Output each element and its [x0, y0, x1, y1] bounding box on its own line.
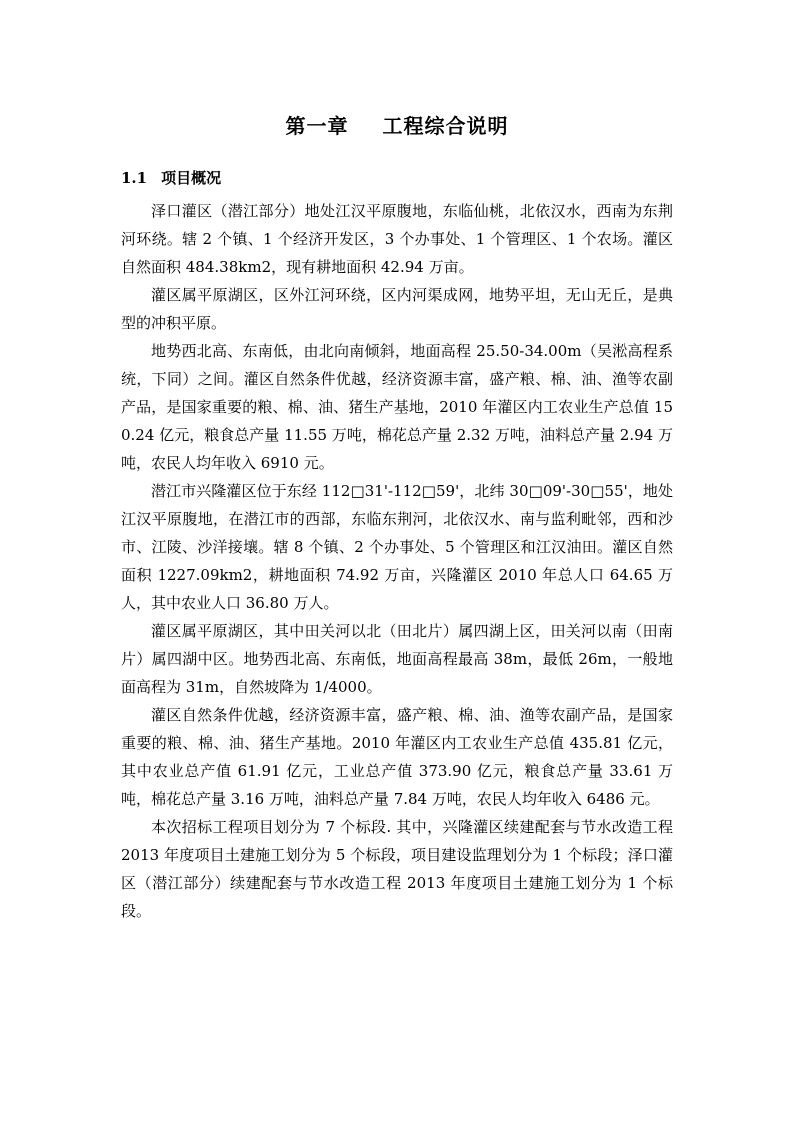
section-heading	[121, 167, 221, 188]
section-number: 1.1	[121, 169, 148, 187]
paragraph-zekou-overview: 泽口灌区（潜江部分）地处江汉平原腹地，东临仙桃，北依汉水，西南为东荆河环绕。辖 2 个镇、1 个经济开发区，3 个办事处、1 个管理区、1 个农场。灌区自然面积 484.38km2，现有耕地面积 42.94 万亩。	[121, 202, 673, 276]
paragraph-zekou-economy: 地势西北高、东南低，由北向南倾斜，地面高程 25.50-34.00m（吴淞高程系统，下同）之间。灌区自然条件优越，经济资源丰富，盛产粮、棉、油、渔等农副产品，是国家重要的粮、棉、油、猪生产基地，2010 年灌区内工农业生产总值 150.24 亿元，粮食总产量 11.55 万吨，棉花总产量 2.32 万吨，油料总产量 2.94 万吨，农民人均年收入 6910 元。	[121, 342, 673, 472]
chapter-name: 工程综合说明	[382, 114, 509, 138]
paragraph-xinglong-overview: 潜江市兴隆灌区位于东经 112□31'-112□59'，北纬 30□09'-30□55'，地处江汉平原腹地，在潜江市的西部，东临东荆河，北依汉水、南与监利毗邻，西和沙市、江陵、沙洋接壤。辖 8 个镇、2 个办事处、5 个管理区和江汉油田。灌区自然面积 1227.09km2，耕地面积 74.92 万亩，兴隆灌区 2010 年总人口 64.65 万人，其中农业人口 36.80 万人。	[121, 482, 673, 612]
paragraph-zekou-terrain: 灌区属平原湖区，区外江河环绕，区内河渠成网，地势平坦，无山无丘，是典型的冲积平原。	[121, 286, 673, 332]
paragraph-bid-sections: 本次招标工程项目划分为 7 个标段. 其中，兴隆灌区续建配套与节水改造工程 2013 年度项目土建施工划分为 5 个标段，项目建设监理划分为 1 个标段；泽口灌区（潜江部分）续建配套与节水改造工程 2013 年度项目土建施工划分为 1 个标段。	[121, 818, 673, 920]
chapter-number: 第一章	[285, 114, 349, 138]
chapter-title	[0, 110, 794, 139]
paragraph-xinglong-economy: 灌区自然条件优越，经济资源丰富，盛产粮、棉、油、渔等农副产品，是国家重要的粮、棉、油、猪生产基地。2010 年灌区内工农业生产总值 435.81 亿元，其中农业总产值 61.91 亿元，工业总产值 373.90 亿元，粮食总产量 33.61 万吨，棉花总产量 3.16 万吨，油料总产量 7.84 万吨，农民人均年收入 6486 元。	[121, 706, 673, 808]
section-title: 项目概况	[161, 169, 222, 187]
paragraph-xinglong-terrain: 灌区属平原湖区，其中田关河以北（田北片）属四湖上区，田关河以南（田南片）属四湖中区。地势西北高、东南低，地面高程最高 38m，最低 26m，一般地面高程为 31m，自然坡降为 1/4000。	[121, 622, 673, 696]
section-body	[121, 197, 673, 925]
